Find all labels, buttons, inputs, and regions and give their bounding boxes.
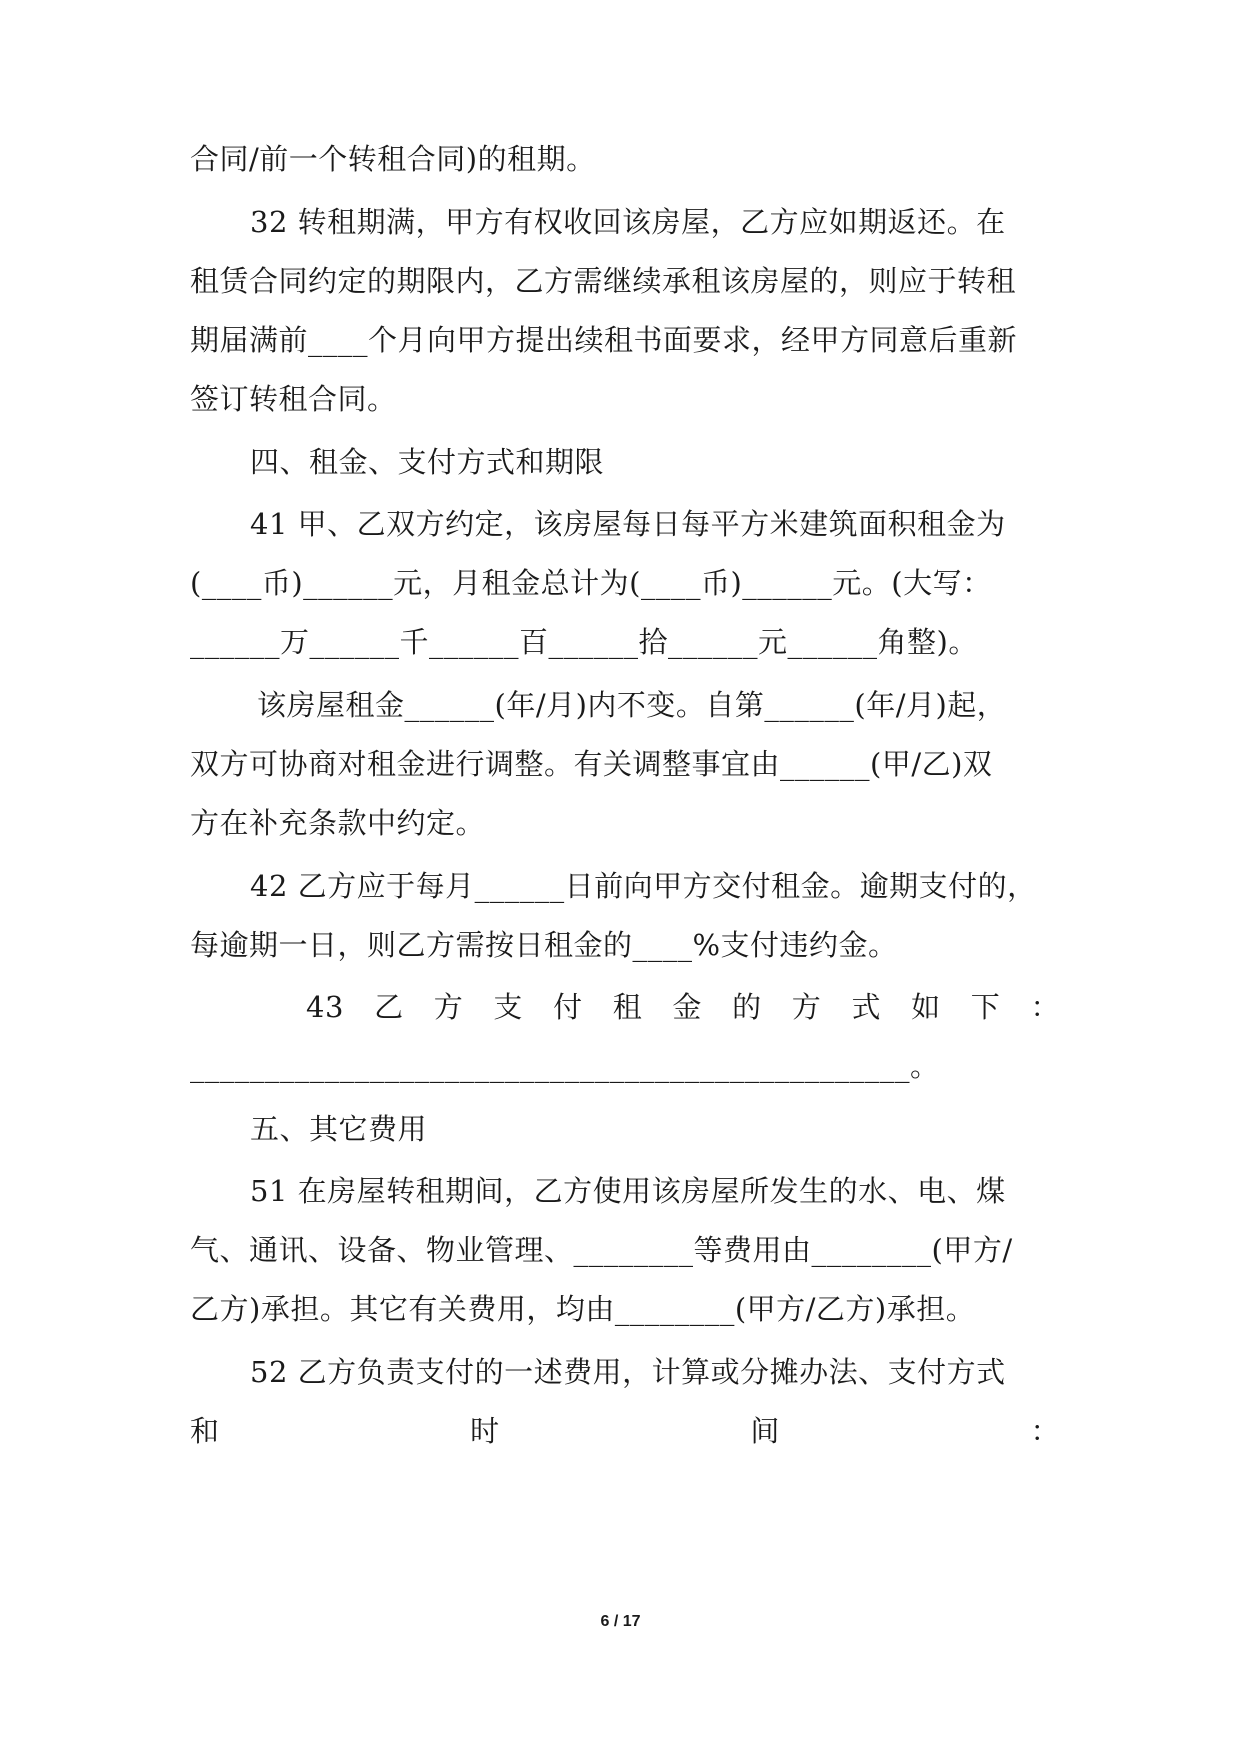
- paragraph-line: 期届满前____个月向甲方提出续租书面要求，经甲方同意后重新: [190, 323, 1018, 357]
- paragraph-line: 合同/前一个转租合同)的租期。: [190, 142, 596, 176]
- clause-43-line: [306, 985, 1060, 1029]
- clause-43-char: 方: [791, 990, 822, 1024]
- paragraph-line: (____币)______元，月租金总计为(____币)______元。(大写：: [190, 566, 992, 600]
- spread-char: ：: [1030, 1414, 1060, 1448]
- paragraph-line: 租赁合同约定的期限内，乙方需继续承租该房屋的，则应于转租: [190, 264, 1017, 298]
- clause-32-line: 32 转租期满，甲方有权收回该房屋，乙方应如期返还。在: [250, 205, 1006, 239]
- clause-43-char: ：: [1030, 990, 1060, 1024]
- paragraph-line: 方在补充条款中约定。: [190, 806, 486, 840]
- clause-41-line: 41 甲、乙双方约定，该房屋每日每平方米建筑面积租金为: [250, 507, 1006, 541]
- paragraph-line: 乙方)承担。其它有关费用，均由________(甲方/乙方)承担。: [190, 1292, 976, 1326]
- clause-43-char: 式: [851, 990, 881, 1024]
- clause-51-line: 51 在房屋转租期间，乙方使用该房屋所发生的水、电、煤: [250, 1174, 1006, 1208]
- section-heading-4: 四、租金、支付方式和期限: [250, 445, 605, 479]
- spread-char: 时: [470, 1414, 500, 1448]
- clause-43-char: 方: [433, 990, 464, 1024]
- paragraph-line: 签订转租合同。: [190, 382, 397, 416]
- clause-43-char: 付: [553, 990, 583, 1024]
- clause-43-char: 租: [612, 990, 643, 1024]
- paragraph-line: 每逾期一日，则乙方需按日租金的____%支付违约金。: [190, 928, 898, 962]
- spread-char: 间: [750, 1414, 780, 1448]
- paragraph-line: ______万______千______百______拾______元______角整)。: [190, 625, 978, 659]
- paragraph-line: 该房屋租金______(年/月)内不变。自第______(年/月)起，: [257, 688, 1007, 722]
- blank-fill-line: ________________________________________________。: [190, 1049, 940, 1083]
- clause-43-char: 43: [306, 990, 344, 1024]
- clause-43-char: 金: [672, 990, 702, 1024]
- clause-42-line: 42 乙方应于每月______日前向甲方交付租金。逾期支付的，: [250, 869, 1037, 903]
- paragraph-line: 双方可协商对租金进行调整。有关调整事宜由______(甲/乙)双: [190, 747, 993, 781]
- clause-43-char: 如: [911, 990, 941, 1024]
- clause-52-line: 52 乙方负责支付的一述费用，计算或分摊办法、支付方式: [250, 1355, 1006, 1389]
- clause-43-char: 乙: [374, 990, 404, 1024]
- spread-char: 和: [190, 1414, 220, 1448]
- clause-43-char: 支: [493, 990, 523, 1024]
- paragraph-line: 气、通讯、设备、物业管理、________等费用由________(甲方/: [190, 1233, 1013, 1267]
- section-heading-5: 五、其它费用: [250, 1112, 428, 1146]
- clause-43-char: 的: [732, 990, 762, 1024]
- spread-line: [190, 1409, 1060, 1453]
- clause-43-char: 下: [970, 990, 1001, 1024]
- page-number: 6 / 17: [600, 1613, 641, 1630]
